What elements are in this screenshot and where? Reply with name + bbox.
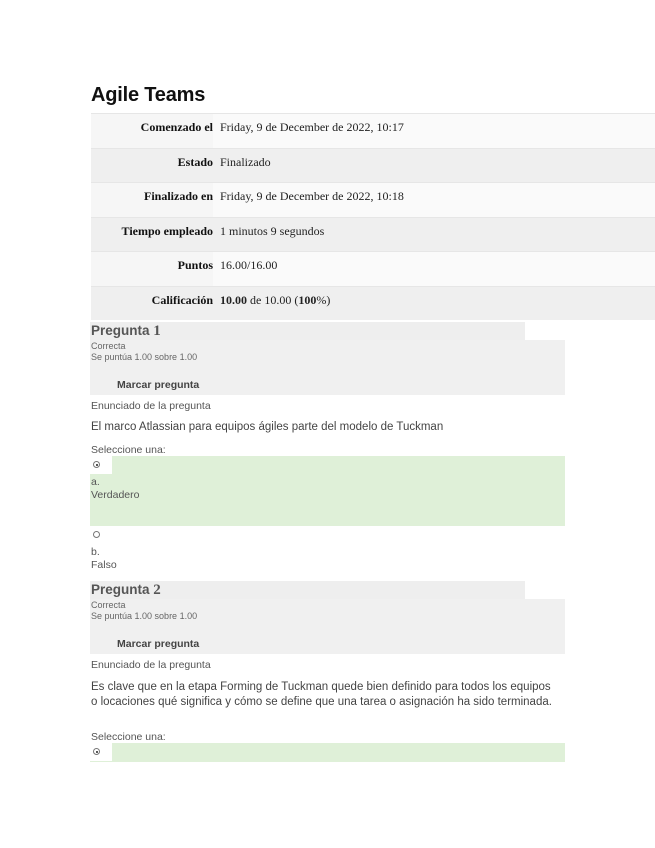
flag-question-link[interactable]: Marcar pregunta <box>117 379 200 391</box>
summary-row-grade <box>91 286 655 321</box>
answer-option-b[interactable] <box>91 546 117 572</box>
question-text: El marco Atlassian para equipos ágiles parte del modelo de Tuckman <box>91 421 444 433</box>
summary-label: Estado <box>91 149 213 183</box>
summary-row-finished <box>91 182 655 217</box>
question-score: Se puntúa 1.00 sobre 1.00 <box>91 611 198 621</box>
question-number: 1 <box>153 323 161 339</box>
radio-button[interactable] <box>93 531 100 538</box>
flag-question-link[interactable]: Marcar pregunta <box>117 638 200 650</box>
question-header <box>90 322 525 340</box>
question-state: Correcta <box>91 341 126 351</box>
radio-button-selected[interactable] <box>93 461 100 468</box>
question-score: Se puntúa 1.00 sobre 1.00 <box>91 352 198 362</box>
question-label: Pregunta <box>91 323 150 338</box>
question-stem-label: Enunciado de la pregunta <box>91 659 211 671</box>
answer-prompt: Seleccione una: <box>91 731 166 743</box>
radio-button-selected[interactable] <box>93 748 100 755</box>
option-text: Verdadero <box>91 489 140 501</box>
summary-row-points <box>91 251 655 286</box>
answer-option-a[interactable] <box>90 743 565 762</box>
question-info <box>90 599 565 654</box>
summary-value: 1 minutos 9 segundos <box>213 218 655 252</box>
summary-row-started <box>91 113 655 148</box>
summary-label: Comenzado el <box>91 114 213 148</box>
summary-value: Finalizado <box>213 149 655 183</box>
summary-label: Tiempo empleado <box>91 218 213 252</box>
summary-value: Friday, 9 de December de 2022, 10:17 <box>213 114 655 148</box>
option-letter: a. <box>91 476 100 488</box>
question-state: Correcta <box>91 600 126 610</box>
question-label: Pregunta <box>91 582 150 597</box>
summary-row-state <box>91 148 655 183</box>
summary-row-time <box>91 217 655 252</box>
answer-option-a[interactable] <box>90 456 565 526</box>
summary-label: Calificación <box>91 287 213 321</box>
question-stem-label: Enunciado de la pregunta <box>91 400 211 412</box>
page-title: Agile Teams <box>91 84 206 106</box>
summary-label: Puntos <box>91 252 213 286</box>
question-info <box>90 340 565 395</box>
summary-value-grade <box>213 287 655 321</box>
grade-close: %) <box>316 292 331 307</box>
question-text: Es clave que en la etapa Forming de Tuckman quede bien definido para todos los equipos o locaciones qué significa y cómo se define que una tarea o asignación ha sido terminada. <box>91 681 552 708</box>
grade-percent: 100 <box>298 292 317 307</box>
question-number: 2 <box>153 582 161 598</box>
summary-value: 16.00/16.00 <box>213 252 655 286</box>
question-header <box>90 581 525 599</box>
summary-label: Finalizado en <box>91 183 213 217</box>
grade-of: de 10.00 ( <box>247 292 299 307</box>
answer-prompt: Seleccione una: <box>91 444 166 456</box>
option-letter: b. <box>91 546 100 558</box>
grade-value: 10.00 <box>220 292 247 307</box>
option-text: Falso <box>91 559 117 571</box>
summary-value: Friday, 9 de December de 2022, 10:18 <box>213 183 655 217</box>
attempt-summary-table <box>91 113 655 320</box>
